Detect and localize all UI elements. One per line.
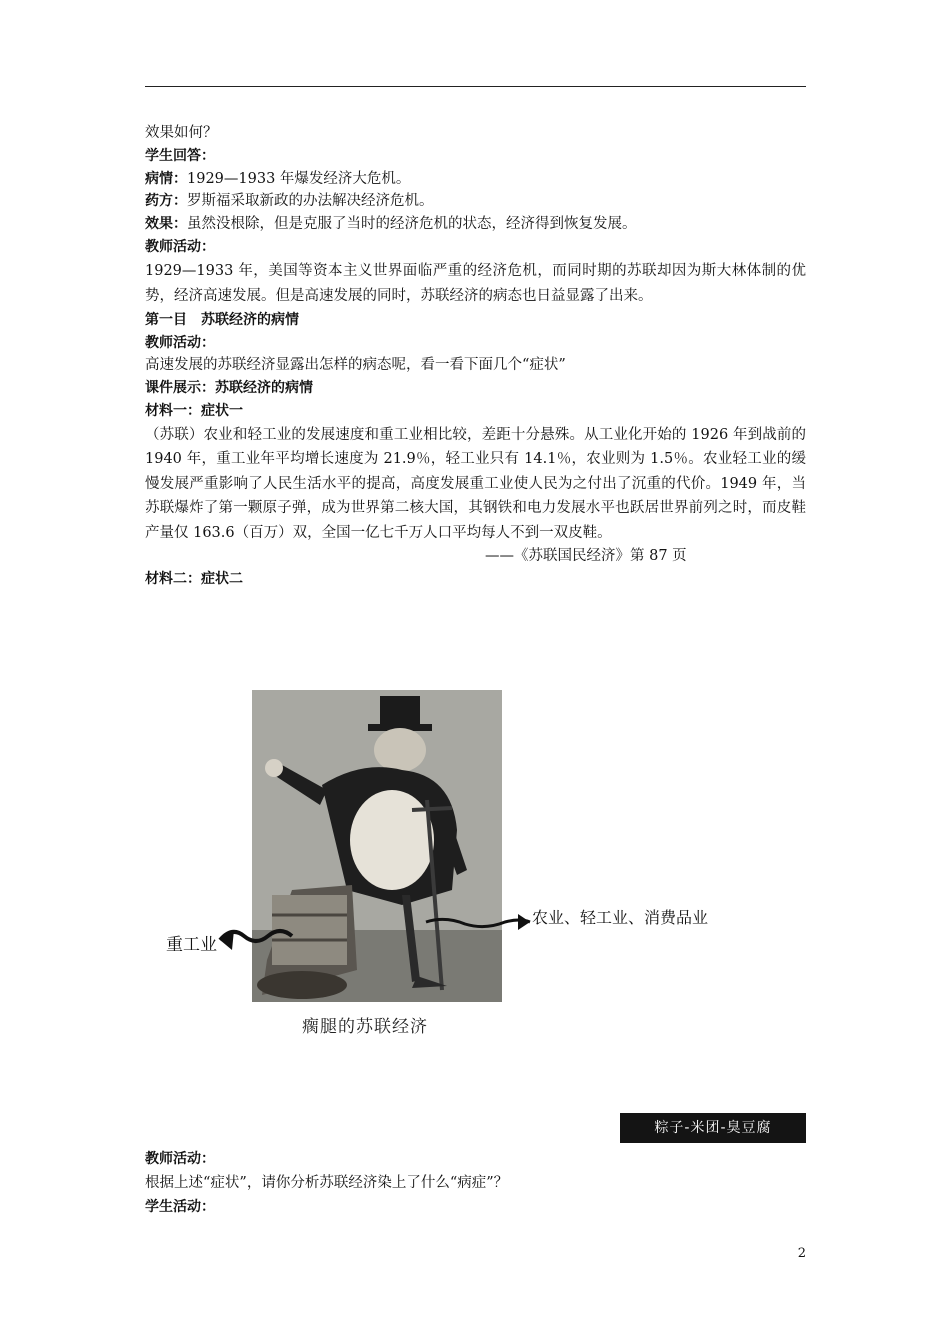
document-body xyxy=(145,122,806,591)
text-line: 高速发展的苏联经济显露出怎样的病态呢，看一看下面几个“症状” xyxy=(145,357,566,374)
figure-caption: 瘸腿的苏联经济 xyxy=(302,1017,428,1037)
paragraph: 1929—1933 年，美国等资本主义世界面临严重的经济危机，而同时期的苏联却因为斯大林体制的优势，经济高速发展。但是高速发展的同时，苏联经济的病态也日益显露了出来。 xyxy=(145,262,806,304)
inline-text: 罗斯福采取新政的办法解决经济危机。 xyxy=(187,193,434,210)
heading-title: 苏联经济的病情 xyxy=(201,311,299,328)
section-label: 学生活动： xyxy=(145,1199,215,1215)
text-line xyxy=(145,168,806,191)
section-label: 教师活动： xyxy=(145,1151,215,1167)
cartoon-figure xyxy=(160,688,709,1048)
header-rule xyxy=(145,86,806,87)
inline-text: 1929—1933 年爆发经济大危机。 xyxy=(187,170,411,187)
inline-text: 虽然没根除，但是克服了当时的经济危机的状态，经济得到恢复发展。 xyxy=(187,216,637,233)
section-label: 材料一：症状一 xyxy=(145,402,243,419)
watermark-logo: 粽子-米团-臭豆腐 xyxy=(620,1113,806,1143)
section-label: 材料二：症状二 xyxy=(145,571,243,588)
section-label: 教师活动： xyxy=(145,334,215,351)
heading-number: 第一目 xyxy=(145,311,187,328)
section-heading xyxy=(145,309,806,332)
inline-label: 药方： xyxy=(145,193,187,210)
inline-label: 效果： xyxy=(145,216,187,233)
paragraph: （苏联）农业和轻工业的发展速度和重工业相比较，差距十分悬殊。从工业化开始的 1926 年到战前的 1940 年，重工业年平均增长速度为 21.9％，轻工业只有 14.1％，农业则为 1.5％。农业轻工业的缓慢发展严重影响了人民生活水平的提高，高度发展重工业使人民为之付出了沉重的代价。1949 年，当苏联爆炸了第一颗原子弹，成为世界第二核大国，其钢铁和电力发展水平也跃居世界前列之时，而皮鞋产量仅 163.6（百万）双，全国一亿七千万人口平均每人不到一双皮鞋。 xyxy=(145,426,806,541)
label-heavy-industry: 重工业 xyxy=(166,935,217,955)
document-body-continued xyxy=(145,1147,806,1219)
text-line xyxy=(145,213,806,236)
section-label: 课件展示：苏联经济的病情 xyxy=(145,380,313,397)
section-label: 教师活动： xyxy=(145,238,215,255)
inline-label: 病情： xyxy=(145,170,187,187)
text-line: 效果如何？ xyxy=(145,125,218,141)
label-light-industry: 农业、轻工业、消费品业 xyxy=(532,908,709,927)
section-label: 学生回答： xyxy=(145,147,215,164)
text-line: 根据上述“症状”，请你分析苏联经济染上了什么“病症”？ xyxy=(145,1175,509,1191)
text-line xyxy=(145,190,806,213)
citation: ——《苏联国民经济》第 87 页 xyxy=(485,548,687,565)
page-number: 2 xyxy=(797,1246,806,1261)
